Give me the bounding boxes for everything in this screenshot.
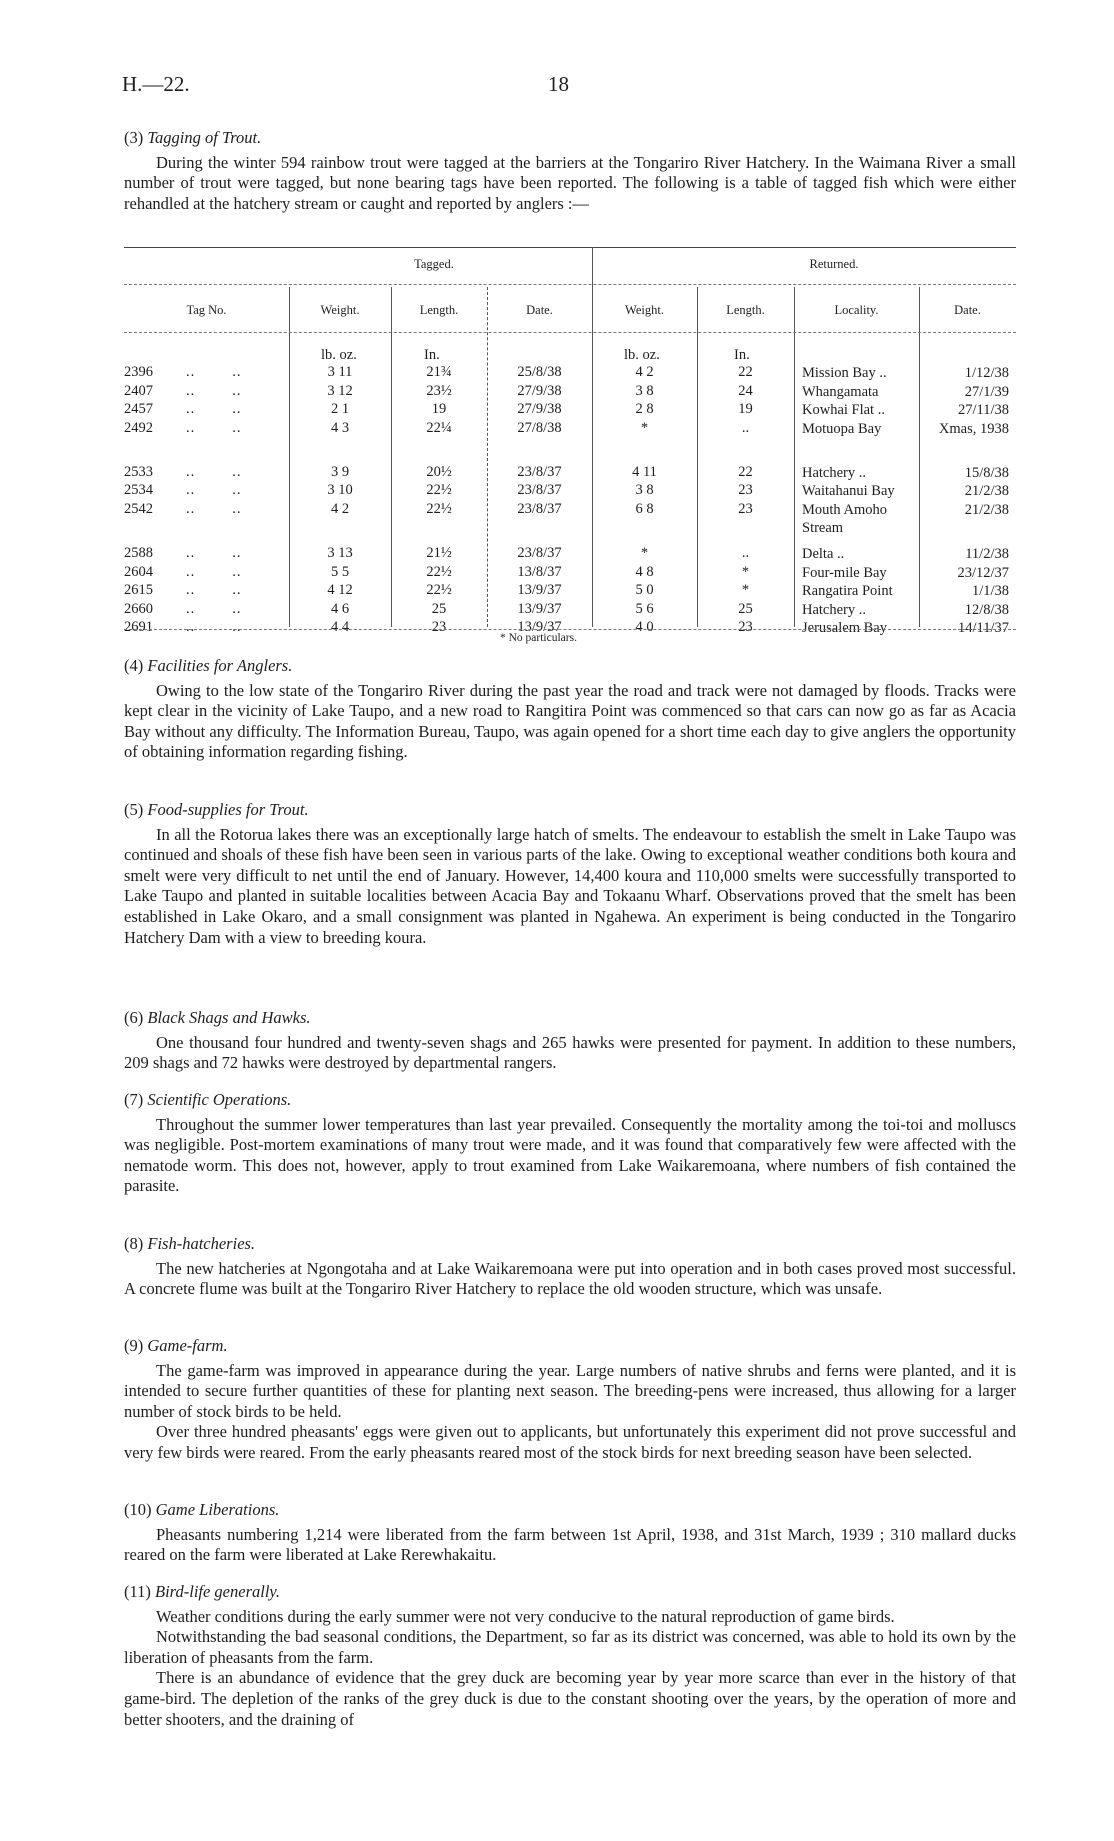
leader-dots: .. .. <box>186 419 242 436</box>
cell-rd: Xmas, 1938 <box>938 420 1009 437</box>
cell-td: 27/9/38 <box>517 401 562 417</box>
section-title: Scientific Operations. <box>147 1090 292 1109</box>
cell-rd: 23/12/37 <box>957 564 1009 581</box>
col-header-returned-date: Date. <box>954 303 981 317</box>
cell-loc: Delta .. <box>802 546 845 563</box>
cell-tag: 2533 <box>124 463 153 480</box>
col-header-returned-length: Length. <box>726 303 765 317</box>
section-scientific <box>124 1090 1016 1197</box>
cell-rl: 19 <box>738 401 753 417</box>
section-number: (7) <box>124 1090 144 1109</box>
cell-td: 13/9/37 <box>517 600 562 617</box>
cell-loc: Whangamata <box>802 383 879 400</box>
cell-rl: 22 <box>738 364 753 380</box>
cell-tl: 23 <box>431 619 447 636</box>
cell-tl: 20½ <box>426 463 452 480</box>
section-paragraph: In all the Rotorua lakes there was an exceptionally large hatch of smelts. The endeavour to establish the smelt in Lake Taupo was continued and shoals of these fish have been seen in various parts of the lake. Owing to exceptional weather conditions both koura and smelt were very difficult to net until the end of January. However, 14,400 koura and 110,000 smelts were successfully transported to Lake Taupo and planted in suitable localities between Acacia Bay and Tokaanu Wharf. Observations proved that the smelt has been established in Lake Okaro, and a small consignment was planted in Ngahewa. An experiment is being conducted in the Tongariro Hatchery Dam with a view to breeding koura. <box>124 824 1016 947</box>
group-rule <box>124 284 1016 285</box>
section-title: Tagging of Trout. <box>147 128 262 147</box>
section-game-liberations <box>124 1500 1016 1566</box>
table-footnote: * No particulars. <box>500 632 577 644</box>
section-paragraph: Throughout the summer lower temperatures than last year prevailed. Consequently the mortality among the toi-toi and molluscs was negligible. Post-mortem examinations of many trout were made, and it was found that comparatively few were affected with the nematode worm. This does not, however, apply to trout examined from Lake Waikaremoana, where numbers of fish contained the parasite. <box>124 1114 1016 1196</box>
cell-rw: 4 8 <box>635 563 654 580</box>
col-header-tagged-weight: Weight. <box>320 303 360 317</box>
cell-tag: 2660 <box>124 600 153 617</box>
leader-dots: .. .. <box>186 619 242 636</box>
cell-tl: 19 <box>431 401 447 417</box>
cell-td: 23/8/37 <box>517 545 562 562</box>
section-number: (6) <box>124 1008 144 1027</box>
group-header-tagged: Tagged. <box>414 257 454 271</box>
cell-rd: 15/8/38 <box>964 464 1009 481</box>
section-heading <box>124 1500 1016 1521</box>
section-paragraph: Notwithstanding the bad seasonal conditions, the Department, so far as its district was concerned, was able to hold its own by the liberation of pheasants from the farm. <box>124 1627 1016 1667</box>
cell-tag: 2542 <box>124 500 153 517</box>
unit-length-returned: In. <box>734 347 750 363</box>
cell-tag: 2457 <box>124 401 153 417</box>
cell-loc: Rangatira Point <box>802 583 893 600</box>
section-heading <box>124 1582 1016 1603</box>
cell-tag: 2492 <box>124 419 153 436</box>
section-bird-life <box>124 1582 1016 1730</box>
section-heading <box>124 1336 1016 1357</box>
section-paragraph: Weather conditions during the early summer were not very conducive to the natural reproduction of game birds. <box>156 1606 895 1626</box>
page-number: 18 <box>548 72 569 96</box>
cell-tag: 2407 <box>124 382 153 399</box>
cell-tw: 4 3 <box>330 419 350 436</box>
cell-rd: 11/2/38 <box>965 546 1009 563</box>
cell-tag: 2604 <box>124 563 153 580</box>
section-paragraph: The new hatcheries at Ngongotaha and at Lake Waikaremoana were put into operation and in both cases proved most successful. A concrete flume was built at the Tongariro River Hatchery to replace the old wooden structure, which was unsafe. <box>124 1258 1016 1299</box>
section-paragraph: The game-farm was improved in appearance during the year. Large numbers of native shrubs and ferns were planted, and it is intended to secure further quantities of these for planting next season. The breeding-pens were increased, thus allowing for a larger number of stock birds to be held. <box>124 1360 1016 1421</box>
cell-rd: 27/11/38 <box>957 402 1009 418</box>
section-title: Bird-life generally. <box>155 1582 280 1601</box>
cell-tw: 4 2 <box>330 500 350 517</box>
section-title: Black Shags and Hawks. <box>147 1008 311 1027</box>
unit-length: In. <box>424 347 440 363</box>
cell-rl: 23 <box>738 500 753 517</box>
cell-rw: 5 6 <box>635 600 654 617</box>
section-heading <box>124 128 1016 149</box>
cell-tw: 4 4 <box>330 619 350 636</box>
cell-rd: 12/8/38 <box>964 601 1009 618</box>
cell-loc: Kowhai Flat .. <box>802 402 885 418</box>
leader-dots: .. .. <box>186 500 242 517</box>
cell-rw: 6 8 <box>635 500 654 517</box>
cell-loc: Waitahanui Bay <box>802 483 895 500</box>
cell-loc: Mouth Amoho Stream <box>802 501 887 537</box>
cell-rw: 3 8 <box>635 382 654 399</box>
section-number: (4) <box>124 656 144 675</box>
unit-weight-returned: lb. oz. <box>624 347 660 363</box>
cell-rd: 14/11/37 <box>957 620 1009 637</box>
section-food-supplies <box>124 800 1016 948</box>
section-anglers <box>124 656 1016 763</box>
section-heading <box>124 656 1016 677</box>
cell-loc: Mission Bay .. <box>802 365 887 381</box>
section-hatcheries <box>124 1234 1016 1300</box>
cell-tl: 22½ <box>426 500 452 517</box>
cell-tl: 21½ <box>426 545 452 562</box>
section-heading <box>124 1234 1016 1255</box>
cell-loc: Jerusalem Bay <box>802 620 887 637</box>
section-title: Food-supplies for Trout. <box>147 800 309 819</box>
section-paragraph: Pheasants numbering 1,214 were liberated from the farm between 1st April, 1938, and 31st March, 1939 ; 310 mallard ducks reared on the farm were liberated at Lake Rerewhakaitu. <box>124 1524 1016 1565</box>
cell-rd: 1/12/38 <box>964 365 1009 381</box>
section-number: (10) <box>124 1500 152 1519</box>
leader-dots: .. .. <box>186 582 242 599</box>
cell-tw: 5 5 <box>330 563 350 580</box>
cell-loc: Four-mile Bay <box>802 564 887 581</box>
cell-rl: 22 <box>738 463 753 480</box>
cell-td: 27/9/38 <box>517 382 562 399</box>
cell-td: 23/8/37 <box>517 482 562 499</box>
cell-tl: 22½ <box>426 563 452 580</box>
cell-rw: 3 8 <box>635 482 654 499</box>
cell-rw: 4 11 <box>632 463 657 480</box>
report-code: H.—22. <box>122 72 190 96</box>
section-heading <box>124 800 1016 821</box>
cell-tag: 2588 <box>124 545 153 562</box>
cell-rd: 21/2/38 <box>964 483 1009 500</box>
section-number: (5) <box>124 800 144 819</box>
section-paragraph: There is an abundance of evidence that the grey duck are becoming year by year more scarce than ever in the history of that game-bird. The depletion of the ranks of the grey duck is due to the constant shooting over the years, by the operation of more and better shooters, and the draining of <box>124 1668 1016 1729</box>
cell-td: 23/8/37 <box>517 463 562 480</box>
cell-tl: 25 <box>431 600 447 617</box>
cell-rd: 21/2/38 <box>964 501 1009 518</box>
section-paragraph: One thousand four hundred and twenty-seven shags and 265 hawks were presented for payment. In addition to these numbers, 209 shags and 72 hawks were destroyed by departmental rangers. <box>124 1032 1016 1073</box>
section-game-farm <box>124 1336 1016 1464</box>
cell-tag: 2534 <box>124 482 153 499</box>
cell-tl: 22¼ <box>426 419 452 436</box>
leader-dots: .. .. <box>186 545 242 562</box>
cell-rl: * <box>741 582 750 599</box>
table-bottom-rule <box>124 629 1016 630</box>
leader-dots: .. .. <box>186 401 242 417</box>
col-header-tag-no: Tag No. <box>186 303 227 317</box>
cell-tw: 3 10 <box>327 482 353 499</box>
section-title: Fish-hatcheries. <box>147 1234 256 1253</box>
cell-tw: 4 12 <box>327 582 353 599</box>
leader-dots: .. .. <box>186 563 242 580</box>
section-heading <box>124 1008 1016 1029</box>
cell-tw: 2 1 <box>330 401 350 417</box>
cell-tl: 22½ <box>426 582 452 599</box>
section-number: (11) <box>124 1582 151 1601</box>
cell-rw: 5 0 <box>635 582 654 599</box>
cell-td: 13/9/37 <box>517 582 562 599</box>
cell-tw: 3 11 <box>327 364 353 380</box>
cell-rw: * <box>640 545 649 562</box>
cell-tw: 4 6 <box>330 600 350 617</box>
group-header-returned: Returned. <box>809 257 859 271</box>
section-number: (8) <box>124 1234 144 1253</box>
section-number: (3) <box>124 128 144 147</box>
section-number: (9) <box>124 1336 144 1355</box>
cell-tl: 23½ <box>426 382 452 399</box>
cell-rl: 23 <box>738 482 753 499</box>
cell-tl: 21¾ <box>426 364 452 380</box>
cell-rd: 27/1/39 <box>964 383 1009 400</box>
cell-loc: Hatchery .. <box>802 464 867 481</box>
cell-td: 13/8/37 <box>517 563 562 580</box>
cell-rw: * <box>640 419 649 436</box>
section-title: Facilities for Anglers. <box>147 656 293 675</box>
cell-td: 25/8/38 <box>517 364 562 380</box>
col-header-returned-weight: Weight. <box>625 303 664 317</box>
col-divider <box>794 287 795 627</box>
cell-loc: Hatchery .. <box>802 601 867 618</box>
leader-dots: .. .. <box>186 600 242 617</box>
cell-rl: 23 <box>738 619 753 636</box>
cell-tag: 2396 <box>124 364 153 380</box>
col-header-tagged-length: Length. <box>419 303 459 317</box>
section-shags-hawks <box>124 1008 1016 1074</box>
section-title: Game-farm. <box>147 1336 228 1355</box>
cell-rl: 24 <box>738 382 753 399</box>
cell-rw: 4 2 <box>635 364 654 380</box>
cell-rw: 4 0 <box>635 619 654 636</box>
cell-rd: 1/1/38 <box>971 583 1009 600</box>
col-header-locality: Locality. <box>834 303 879 317</box>
cell-rl: .. <box>741 545 750 562</box>
table-top-rule <box>124 247 1016 248</box>
section-paragraph: During the winter 594 rainbow trout were tagged at the barriers at the Tongariro River Hatchery. In the Waimana River a small number of trout were tagged, but none bearing tags have been reported. The following is a table of tagged fish which were either rehandled at the hatchery stream or caught and reported by anglers :— <box>124 152 1016 213</box>
cell-rl: 25 <box>738 600 753 617</box>
section-tagging <box>124 128 1016 214</box>
cell-td: 27/8/38 <box>517 419 562 436</box>
cell-rw: 2 8 <box>635 401 654 417</box>
section-heading <box>124 1090 1016 1111</box>
cell-loc: Motuopa Bay <box>802 420 882 437</box>
cell-rl: * <box>741 563 750 580</box>
leader-dots: .. .. <box>186 382 242 399</box>
section-paragraph: Over three hundred pheasants' eggs were given out to applicants, but unfortunately this experiment did not prove successful and very few birds were reared. From the early pheasants reared most of the stock birds for next breeding season have been selected. <box>124 1422 1016 1462</box>
section-title: Game Liberations. <box>155 1500 280 1519</box>
cell-tl: 22½ <box>426 482 452 499</box>
cell-tw: 3 12 <box>327 382 353 399</box>
cell-rl: .. <box>741 419 750 436</box>
cell-tw: 3 9 <box>330 463 350 480</box>
cell-tag: 2691 <box>124 619 153 636</box>
cell-tag: 2615 <box>124 582 153 599</box>
cell-td: 23/8/37 <box>517 500 562 517</box>
cell-td: 13/9/37 <box>517 619 562 636</box>
leader-dots: .. .. <box>186 364 242 380</box>
header-rule <box>124 332 1016 333</box>
leader-dots: .. .. <box>186 482 242 499</box>
col-header-tagged-date: Date. <box>526 303 553 317</box>
section-paragraph: Owing to the low state of the Tongariro River during the past year the road and track were not damaged by floods. Tracks were kept clear in the vicinity of Lake Taupo, and a new road to Rangitira Point was commenced so that cars can now go as far as Acacia Bay without any difficulty. The Information Bureau, Taupo, was again opened for a short time each day to give anglers the opportunity of obtaining information regarding fishing. <box>124 680 1016 762</box>
unit-weight: lb. oz. <box>321 347 357 363</box>
cell-tw: 3 13 <box>327 545 353 562</box>
leader-dots: .. .. <box>186 463 242 480</box>
